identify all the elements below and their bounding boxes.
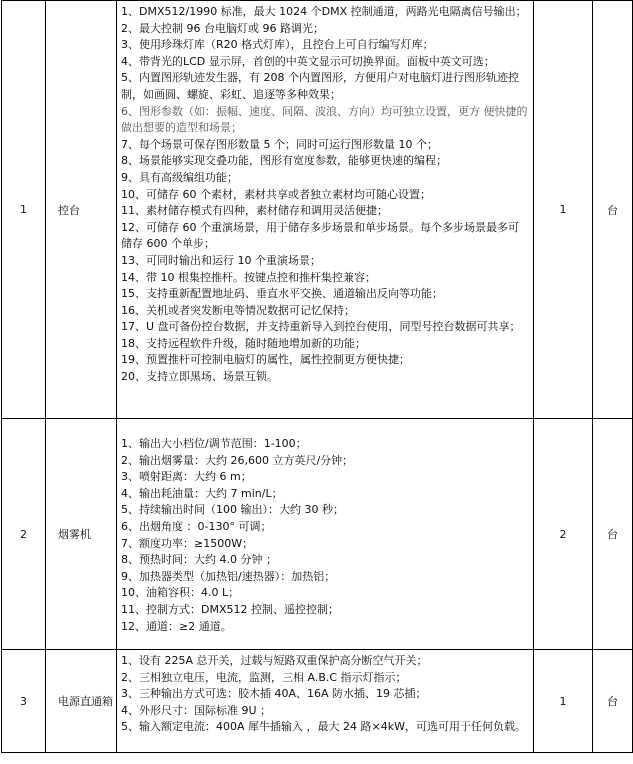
spec-line: 3、使用珍珠灯库（R20 格式灯库），且控台上可自行编写灯库； [121,38,434,52]
spec-line: 9、加热器类型（加热铝/速热器）：加热铝； [121,569,336,583]
spec-line: 6、图形参数（如：振幅、速度、间隔、波浪、方向）均可独立设置，更方 便快捷的做出想要的造型和场景； [121,104,528,135]
spec-line: 12、可储存 60 个重演场景，用于储存多步场景和单步场景。每个多步场景最多可储存 600 个单步； [121,220,519,251]
spec-line: 8、场景能够实现交叠功能，图形有宽度参数，能够更快速的编程； [121,154,447,168]
spec-line: 5、持续输出时间（100 输出）：大约 30 秒； [121,503,344,517]
spec-line: 20、支持立即黑场、场景互锁。 [121,370,278,384]
spec-line: 4、外形尺寸：国际标准 9U ； [121,703,272,717]
spec-line: 1、DMX512/1990 标准，最大 1024 个DMX 控制通道，两路光电隔离信号输出； [121,5,527,18]
spec-line: 7、每个场景可保存图形数量 5 个；同时可运行图形数量 10 个； [121,137,438,151]
item-unit: 台 [593,650,633,753]
item-specs [117,1,534,419]
spec-line: 9、具有高级编组功能； [121,170,238,184]
spec-line: 6、出烟角度 ：0-130° 可调； [121,519,272,533]
item-quantity: 2 [534,419,593,650]
spec-spacer [121,422,529,436]
spec-line: 15、支持重新配置地址码、垂直水平交换、通道输出反向等功能； [121,287,443,301]
item-name: 控台 [46,1,117,419]
spec-line: 10、油箱容积：4.0 L； [121,586,240,600]
spec-line: 2、最大控制 96 台电脑灯或 96 路调光； [121,21,324,35]
item-unit: 台 [593,1,633,419]
spec-line: 1、设有 225A 总开关，过载与短路双重保护高分断空气开关； [121,654,428,667]
equipment-table [1,0,633,753]
spec-line: 2、三相独立电压，电流，监测，三相 A.B.C 指示灯指示； [121,670,407,684]
spec-line: 1、输出大小档位/调节范围：1-100； [121,437,307,450]
spec-line: 3、喷射距离：大约 6 m； [121,470,252,484]
spec-line: 5、输入额定电流：400A 犀牛插输入 ，最大 24 路×4kW，可选可用于任何负载。 [121,720,526,734]
spec-line: 8、预热时间：大约 4.0 分钟 ； [121,553,277,567]
item-quantity: 1 [534,1,593,419]
item-name: 电源直通箱 [46,650,117,753]
item-unit: 台 [593,419,633,650]
spec-line: 4、带背光的LCD 显示屏，首创的中英文显示可切换界面。面板中英文可选； [121,54,495,68]
spec-line: 17、U 盘可备份控台数据，并支持重新导入到控台使用，同型号控台数据可共享； [121,320,521,334]
table-row [2,1,633,419]
spec-line: 3、三种输出方式可选：胶木插 40A、16A 防水插、19 芯插； [121,687,427,701]
table-row [2,419,633,650]
row-index: 3 [2,650,46,753]
spec-line: 13、可同时输出和运行 10 个重演场景； [121,253,321,267]
row-index: 1 [2,1,46,419]
item-specs [117,650,534,753]
table-row [2,650,633,753]
row-index: 2 [2,419,46,650]
spec-line: 16、关机或者突发断电等情况数据可记忆保持； [121,303,355,317]
spec-line: 4、输出耗油量：大约 7 min/L； [121,486,283,500]
spec-line: 12、通道：≥2 通道。 [121,619,232,633]
spec-line: 18、支持远程软件升级，随时随地增加新的功能； [121,336,366,350]
spec-line: 10、可储存 60 个素材，素材共享或者独立素材均可随心设置； [121,187,431,201]
spec-line: 2、输出烟雾量：大约 26,600 立方英尺/分钟； [121,453,354,467]
spec-line: 14、带 10 根集控推杆。按键点控和推杆集控兼容； [121,270,376,284]
spec-line: 19、预置推杆可控制电脑灯的属性，属性控制更方便快捷； [121,353,410,367]
spec-line: 7、额度功率：≥1500W； [121,536,254,550]
spec-line: 5、内置图形轨迹发生器，有 208 个内置图形，方便用户对电脑灯进行图形轨迹控制，如画圆、螺旋、彩虹、追逐等多种效果； [121,71,519,101]
spec-line: 11、素材储存模式有四种，素材储存和调用灵活便捷； [121,204,388,218]
item-quantity: 1 [534,650,593,753]
item-name: 烟雾机 [46,419,117,650]
item-specs [117,419,534,650]
spec-line: 11、控制方式：DMX512 控制、遥控控制； [121,602,339,616]
